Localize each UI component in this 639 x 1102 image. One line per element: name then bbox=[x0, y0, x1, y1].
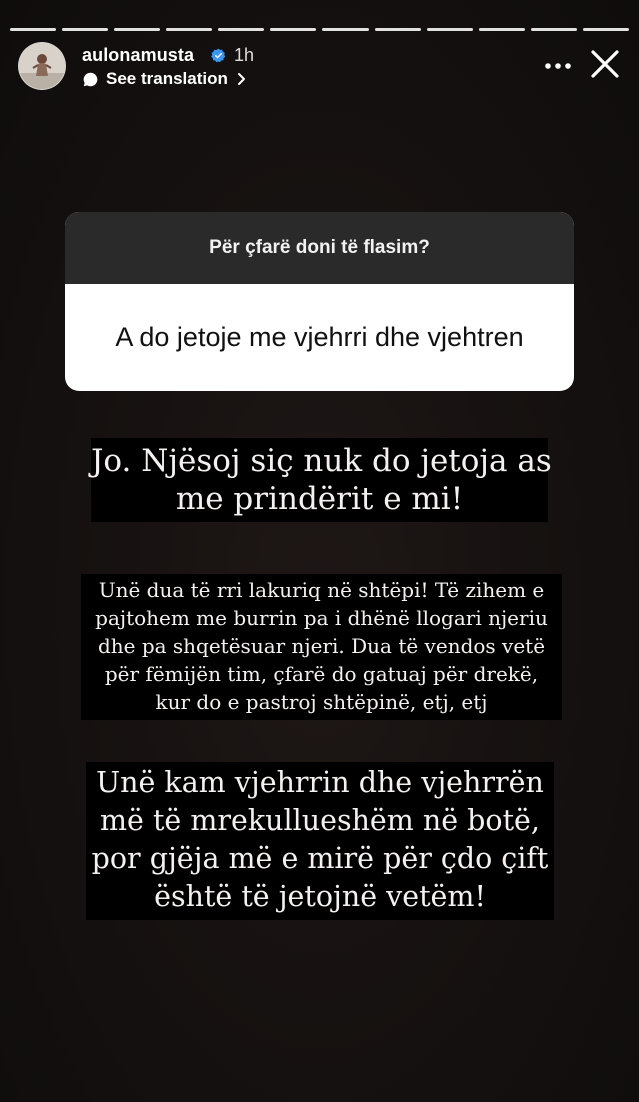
more-horizontal-icon[interactable] bbox=[543, 54, 573, 78]
answer-line: është të jetojnë vetëm! bbox=[154, 880, 486, 913]
progress-segment bbox=[218, 28, 264, 31]
progress-segment bbox=[270, 28, 316, 31]
progress-segment bbox=[583, 28, 629, 31]
progress-segment bbox=[427, 28, 473, 31]
verified-badge-icon bbox=[211, 48, 226, 63]
chevron-right-icon bbox=[237, 72, 247, 86]
story-progress-bar bbox=[10, 28, 629, 31]
username[interactable]: aulonamusta bbox=[82, 45, 195, 65]
answer-line: për fëmijën tim, çfarë do gatuaj për drekë, bbox=[104, 662, 539, 686]
answer-line: por gjëja më e mirë për çdo çift bbox=[91, 842, 549, 875]
question-sticker-question: A do jetoje me vjehrri dhe vjehtren bbox=[115, 322, 524, 352]
progress-segment bbox=[62, 28, 108, 31]
avatar-image bbox=[19, 43, 65, 89]
answer-line: Unë kam vjehrrin dhe vjehrrën bbox=[96, 766, 544, 799]
progress-segment bbox=[479, 28, 525, 31]
answer-text-block bbox=[86, 762, 554, 920]
progress-segment bbox=[531, 28, 577, 31]
close-icon[interactable] bbox=[589, 48, 621, 80]
progress-segment bbox=[10, 28, 56, 31]
progress-segment bbox=[166, 28, 212, 31]
answer-line: Unë dua të rri lakuriq në shtëpi! Të zihem e bbox=[98, 578, 545, 602]
speech-bubble-icon bbox=[82, 71, 99, 88]
answer-line: Jo. Njësoj siç nuk do jetoja as bbox=[91, 443, 552, 479]
post-time: 1h bbox=[234, 45, 255, 65]
see-translation-link[interactable] bbox=[82, 69, 247, 89]
avatar[interactable] bbox=[18, 42, 66, 90]
progress-segment bbox=[114, 28, 160, 31]
question-sticker[interactable] bbox=[65, 212, 574, 391]
answer-text-block bbox=[91, 438, 552, 522]
story-header bbox=[16, 42, 623, 94]
progress-segment bbox=[375, 28, 421, 31]
answer-line: më të mrekullueshëm në botë, bbox=[100, 804, 540, 837]
answer-line: pajtohem me burrin pa i dhënë llogari njeriu bbox=[95, 606, 548, 630]
answer-line: me prindërit e mi! bbox=[175, 481, 464, 517]
answer-text-block bbox=[81, 574, 562, 720]
answer-line: dhe pa shqetësuar njeri. Dua të vendos vetë bbox=[97, 634, 546, 658]
question-sticker-prompt: Për çfarë doni të flasim? bbox=[65, 212, 574, 284]
answer-line: kur do e pastroj shtëpinë, etj, etj bbox=[155, 690, 488, 714]
progress-segment bbox=[322, 28, 368, 31]
see-translation-label: See translation bbox=[106, 69, 228, 88]
